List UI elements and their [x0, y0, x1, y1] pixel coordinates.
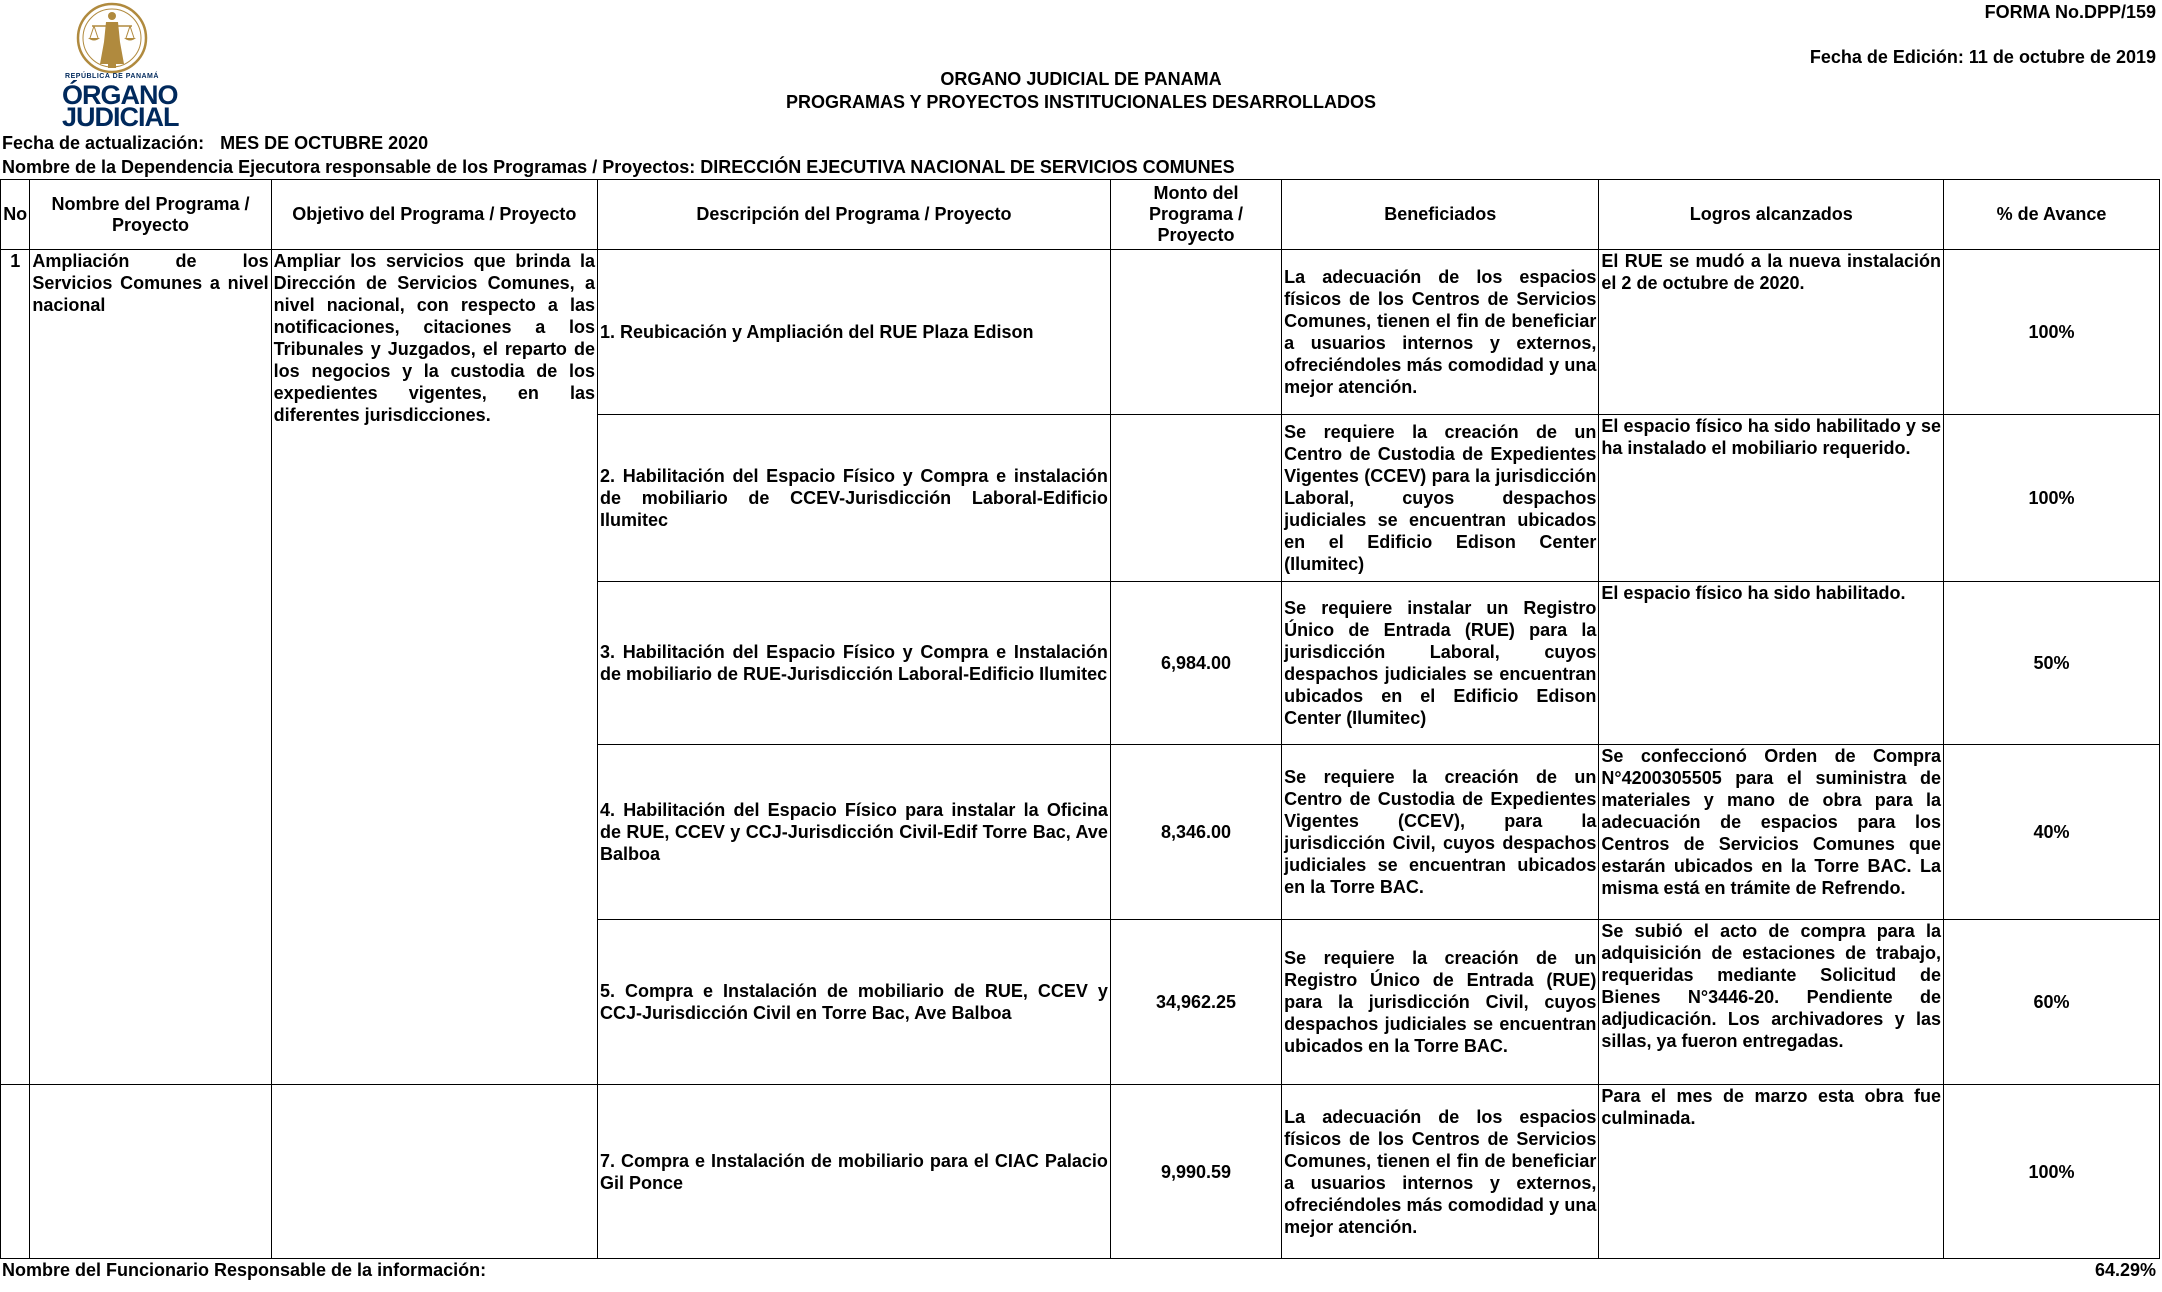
- table-row: [1, 1085, 2160, 1259]
- update-date-value: MES DE OCTUBRE 2020: [220, 133, 429, 153]
- update-date-label: Fecha de actualización:: [2, 133, 205, 153]
- row-description: 4. Habilitación del Espacio Físico para instalar la Oficina de RUE, CCEV y CCJ-Jurisdicción Civil-Edif Torre Bac, Ave Balboa: [598, 745, 1111, 920]
- empty-name-cell: [30, 1085, 271, 1259]
- edition-date: Fecha de Edición: 11 de octubre de 2019: [1809, 47, 2156, 67]
- table-header-row: [1, 180, 2160, 250]
- row-achievements: El espacio físico ha sido habilitado y se ha instalado el mobiliario requerido.: [1599, 415, 1944, 582]
- empty-no-cell: [1, 1085, 30, 1259]
- row-description: 5. Compra e Instalación de mobiliario de RUE, CCEV y CCJ-Jurisdicción Civil en Torre Bac, Ave Balboa: [598, 920, 1111, 1085]
- executing-unit: Nombre de la Dependencia Ejecutora responsable de los Programas / Proyectos: DIRECCIÓN EJECUTIVA NACIONAL DE SERVICIOS COMUNES: [2, 157, 1235, 177]
- row-beneficiaries: Se requiere la creación de un Centro de Custodia de Expedientes Vigentes (CCEV), para la jurisdicción Civil, cuyos despachos judiciales se encuentran ubicados en la Torre BAC.: [1282, 745, 1599, 920]
- row-beneficiaries: Se requiere la creación de un Centro de Custodia de Expedientes Vigentes (CCEV) para la jurisdicción Laboral, cuyos despachos judiciales se encuentran ubicados en el Edificio Edison Center (Ilumitec): [1282, 415, 1599, 582]
- program-number: 1: [1, 250, 30, 1085]
- row-achievements: El RUE se mudó a la nueva instalación el 2 de octubre de 2020.: [1599, 250, 1944, 415]
- row-beneficiaries: Se requiere la creación de un Registro Único de Entrada (RUE) para la jurisdicción Civil, cuyos despachos judiciales se encuentran ubicados en la Torre BAC.: [1282, 920, 1599, 1085]
- row-amount: [1110, 415, 1281, 582]
- col-header-logros: Logros alcanzados: [1599, 180, 1944, 250]
- logo-republica-text: REPÚBLICA DE PANAMÁ: [65, 73, 159, 80]
- col-header-nombre: Nombre del Programa / Proyecto: [30, 180, 271, 250]
- table-row: [1, 250, 2160, 415]
- row-progress: 60%: [1944, 920, 2160, 1085]
- row-description: 1. Reubicación y Ampliación del RUE Plaza Edison: [598, 250, 1111, 415]
- document-title: PROGRAMAS Y PROYECTOS INSTITUCIONALES DESARROLLADOS: [785, 92, 1377, 112]
- row-achievements: Para el mes de marzo esta obra fue culminada.: [1599, 1085, 1944, 1259]
- row-amount: 34,962.25: [1110, 920, 1281, 1085]
- row-amount: [1110, 250, 1281, 415]
- row-achievements: Se subió el acto de compra para la adquisición de estaciones de trabajo, requeridas mediante Solicitud de Bienes N°3446-20. Pendiente de adjudicación. Los archivadores y las sillas, ya fueron entregadas.: [1599, 920, 1944, 1085]
- col-header-no: No: [1, 180, 30, 250]
- logo-organo-text: ÓRGANO: [62, 80, 178, 110]
- responsible-official-label: Nombre del Funcionario Responsable de la información:: [2, 1260, 487, 1280]
- empty-objective-cell: [271, 1085, 597, 1259]
- row-beneficiaries: La adecuación de los espacios físicos de los Centros de Servicios Comunes, tienen el fin de beneficiar a usuarios internos y externos, ofreciéndoles más comodidad y una mejor atención.: [1282, 1085, 1599, 1259]
- programs-table: [0, 179, 2160, 1259]
- row-amount: 9,990.59: [1110, 1085, 1281, 1259]
- program-name: Ampliación de los Servicios Comunes a nivel nacional: [30, 250, 271, 1085]
- row-progress: 40%: [1944, 745, 2160, 920]
- col-header-monto: Monto del Programa / Proyecto: [1110, 180, 1281, 250]
- col-header-descripcion: Descripción del Programa / Proyecto: [598, 180, 1111, 250]
- program-objective: Ampliar los servicios que brinda la Dirección de Servicios Comunes, a nivel nacional, con respecto a las notificaciones, citaciones a los Tribunales y Juzgados, el reparto de los negocios y la custodia de los expedientes vigentes, en las diferentes jurisdicciones.: [271, 250, 597, 1085]
- col-header-objetivo: Objetivo del Programa / Proyecto: [271, 180, 597, 250]
- row-achievements: Se confeccionó Orden de Compra N°4200305505 para el suministra de materiales y mano de obra para la adecuación de espacios para los Centros de Servicios Comunes que estarán ubicados en la Torre BAC. La misma está en trámite de Refrendo.: [1599, 745, 1944, 920]
- update-date-line: [2, 133, 428, 154]
- row-amount: 8,346.00: [1110, 745, 1281, 920]
- row-beneficiaries: La adecuación de los espacios físicos de los Centros de Servicios Comunes, tienen el fin de beneficiar a usuarios internos y externos, ofreciéndoles más comodidad y una mejor atención.: [1282, 250, 1599, 415]
- form-number: FORMA No.DPP/159: [1984, 2, 2156, 22]
- row-description: 7. Compra e Instalación de mobiliario para el CIAC Palacio Gil Ponce: [598, 1085, 1111, 1259]
- row-beneficiaries: Se requiere instalar un Registro Único de Entrada (RUE) para la jurisdicción Laboral, cuyos despachos judiciales se encuentran ubicados en el Edificio Edison Center (Ilumitec): [1282, 582, 1599, 745]
- logo-judicial-text: JUDICIAL: [62, 102, 179, 132]
- total-progress: 64.29%: [2094, 1260, 2156, 1280]
- row-progress: 50%: [1944, 582, 2160, 745]
- row-progress: 100%: [1944, 1085, 2160, 1259]
- col-header-beneficiados: Beneficiados: [1282, 180, 1599, 250]
- organization-title: ORGANO JUDICIAL DE PANAMA: [940, 69, 1222, 89]
- col-header-avance: % de Avance: [1944, 180, 2160, 250]
- justice-emblem-icon: [62, 2, 162, 74]
- row-achievements: El espacio físico ha sido habilitado.: [1599, 582, 1944, 745]
- row-progress: 100%: [1944, 250, 2160, 415]
- row-amount: 6,984.00: [1110, 582, 1281, 745]
- row-description: 3. Habilitación del Espacio Físico y Compra e Instalación de mobiliario de RUE-Jurisdicción Laboral-Edificio Ilumitec: [598, 582, 1111, 745]
- row-description: 2. Habilitación del Espacio Físico y Compra e instalación de mobiliario de CCEV-Jurisdicción Laboral-Edificio Ilumitec: [598, 415, 1111, 582]
- row-progress: 100%: [1944, 415, 2160, 582]
